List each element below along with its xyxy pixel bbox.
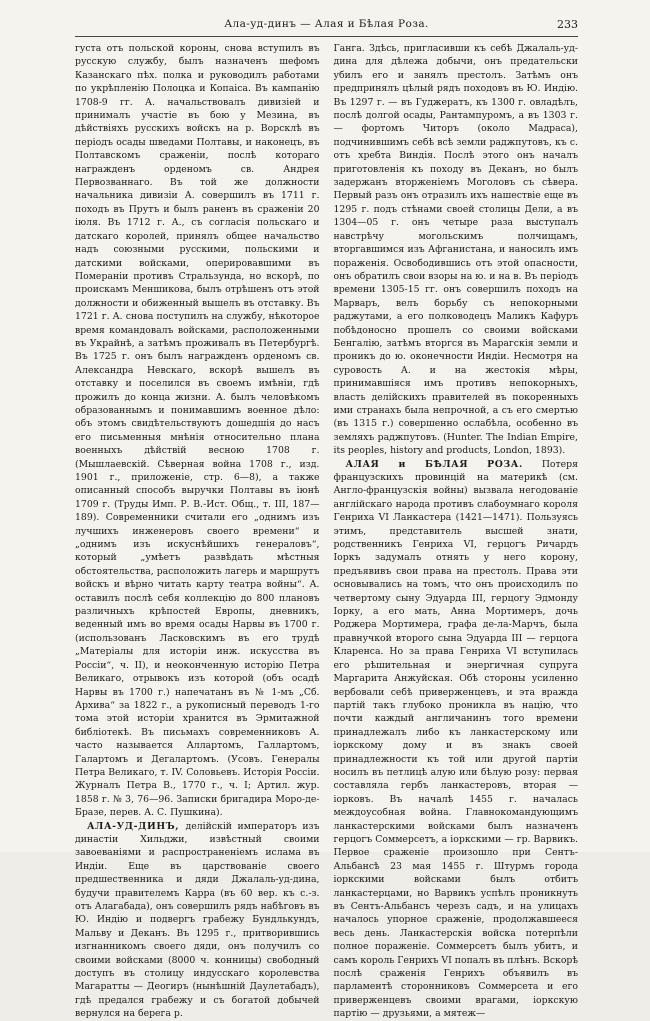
article-paragraph: АЛАЯ и БѢЛАЯ РОЗА. Потеря французскихъ провинцій на материкѣ (см. Англо-французскія войны) вызвала негодованіе англійскаго народа противъ слабоумнаго короля Генриха VI Ланкастера (1421—1471). Пользуясь этимъ, представитель высшей знати, родственникъ Генриха VI, герцогъ Ричардъ Іоркъ задумалъ отнять у него корону, предъявивъ свои права на престолъ. Права эти основывались на томъ, что онъ происходилъ по четвертому сыну Эдуарда III, герцогу Эдмонду Іорку, а его мать, Анна Мортимеръ, дочь Роджера Мортимера, графа де-ла-Марчъ, была правнучкой второго сына Эдуарда III — герцога Кларенса. Но за права Генриха VI вступилась его рѣшительная и энергичная супруга Маргарита Анжуйская. Обѣ стороны усиленно вербовали себѣ приверженцевъ, и эта вражда партій такъ глубоко проникла въ націю, что почти каждый англичанинъ того времени принадлежалъ либо къ ланкастерскому или іоркскому дому и въ знакъ своей принадлежности къ той или другой партіи носилъ въ петлицѣ алую или бѣлую розу: первая составляла гербъ ланкастеровъ, вторая — іорковъ. Въ началѣ 1455 г. началась междоусобная война. Главнокомандующимъ ланкастерскими войсками былъ назначенъ герцогъ Соммерсетъ, а іоркскими — гр. Варвикъ. Первое сраженіе произошло при Сентъ-Альбансѣ 23 мая 1455 г. Штурмъ города іоркскими войсками былъ отбитъ ланкастерцами, но Варвикъ успѣлъ проникнуть въ Сентъ-Альбансъ черезъ садъ, и на улицахъ началось упорное сраженіе, продолжавшееся весь день. Ланкастерскія войска потерпѣли полное пораженіе. Соммерсетъ былъ убитъ, и самъ король Генрихъ VI попалъ въ плѣнъ. Вскорѣ послѣ сраженія Генрихъ объявилъ въ парламентѣ сторонниковъ Соммерсета и его приверженцевъ своими врагами, іоркскую партію — друзьями, а мятеж— xyxy=(333,458,578,1020)
header-rule xyxy=(75,36,578,37)
column-right xyxy=(333,42,579,1020)
continuation-paragraph: Ганга. Здѣсь, пригласивши къ себѣ Джалаль-уд-дина для дѣлежа добычи, онъ предательски убилъ его и занялъ престолъ. Затѣмъ онъ предпринялъ цѣлый рядъ походовъ въ Ю. Индію. Въ 1297 г. — въ Гуджератъ, къ 1300 г. овладѣлъ, послѣ долгой осады, Рантампуромъ, а въ 1303 г. — фортомъ Читоръ (около Мадраса), подчинившимъ себѣ всѣ земли раджпутовъ, къ с. отъ хребта Виндія. Послѣ этого онъ началъ приготовленія къ походу въ Деканъ, но былъ задержанъ вторженіемъ Моголовъ съ сѣвера. Первый разъ онъ отразилъ ихъ нашествіе еще въ 1295 г. подъ стѣнами своей столицы Дели, а въ 1304—05 г. онъ четыре раза выступалъ навстрѣчу могольскимъ полчищамъ, вторгавшимся изъ Афганистана, и наносилъ имъ пораженія. Освободившись отъ этой опасности, онъ обратилъ свои взоры на ю. и на в. Въ періодъ времени 1305-15 гг. онъ совершилъ походъ на Марваръ, велъ борьбу съ непокорными раджутами, а его полководецъ Маликъ Кафуръ побѣдоносно прошелъ со своими войсками Бенгалію, затѣмъ вторгся въ Марагскія земли и проникъ до ю. оконечности Индіи. Несмотря на суровость А. и на жестокія мѣры, принимавшіяся имъ противъ непокорныхъ, власть делійскихъ правителей въ покоренныхъ ими странахъ была непрочной, а съ его смертью (въ 1315 г.) совершенно ослабѣла, особенно въ земляхъ раджпутовъ. (Hunter. The Indian Empire, its peoples, history and products, London, 1893). xyxy=(333,43,578,457)
article-paragraph: АЛА-УД-ДИНЪ, делійскій императоръ изъ династіи Хильджи, извѣстный своими завоеваніями и распространеніемъ ислама въ Индіи. Еще въ царствованіе своего предшественника и дяди Джалаль-уд-дина, будучи правителемъ Карра (въ 60 вер. къ с.-з. отъ Алагабада), онъ совершилъ рядъ набѣговъ въ Ю. Индію и подвергъ грабежу Бундлькундъ, Мальву и Деканъ. Въ 1295 г., притворившись изгнанникомъ своего дяди, онъ получилъ со своими войсками (8000 ч. конницы) свободный доступъ въ столицу индусскаго королевства Магаратты — Деогиръ (нынѣшній Даулетабадъ), гдѣ предался грабежу и съ богатой добычей вернулся на берега р. xyxy=(75,820,320,1020)
page-header xyxy=(75,18,578,34)
page-number: 233 xyxy=(557,18,578,31)
article-heading: АЛАЯ и БѢЛАЯ РОЗА. xyxy=(345,458,542,470)
continuation-paragraph: густа отъ польской короны, снова вступилъ въ русскую службу, былъ назначенъ шефомъ Казанскаго пѣх. полка и руководилъ работами по укрѣпленію Полоцка и Копаіса. Въ кампанію 1708-9 гг. А. начальствовалъ дивизіей и принималъ участіе въ бою у Мезина, въ дѣйствіяхъ русскихъ войскъ на р. Ворсклѣ въ періодъ осады шведами Полтавы, и наконецъ, въ Полтавскомъ сраженіи, послѣ котораго награжденъ орденомъ св. Андрея Первозваннаго. Въ той же должности начальника дивизіи А. совершилъ въ 1711 г. походъ въ Прутъ и былъ раненъ въ сраженіи 20 іюля. Въ 1712 г. А., съ согласія польскаго и датскаго королей, принялъ общее начальство надъ союзными русскими, польскими и датскими войсками, оперировавшими въ Помераніи противъ Стральзунда, но вскорѣ, по проискамъ Меншикова, былъ отрѣшенъ отъ этой должности и обиженный вышелъ въ отставку. Въ 1721 г. А. снова поступилъ на службу, нѣкоторое время командовалъ войсками, расположенными въ Украйнѣ, а затѣмъ проживалъ въ Петербургѣ. Въ 1725 г. онъ былъ награжденъ орденомъ св. Александра Невскаго, вскорѣ вышелъ въ отставку и поселился въ своемъ имѣніи, гдѣ прожилъ до конца жизни. А. былъ человѣкомъ образованнымъ и понимавшимъ военное дѣло: объ этомъ свидѣтельствуютъ дошедшія до насъ его письменныя мнѣнія относительно плана военныхъ дѣйствій весною 1708 г. (Мышлаевскій. Сѣверная война 1708 г., изд. 1901 г., приложеніе, стр. 6—8), а также описанный способъ выручки Полтавы въ іюнѣ 1709 г. (Труды Имп. Р. В.-Ист. Общ., т. III, 187—189). Современники считали его „однимъ изъ лучшихъ инженеровъ своего времени“ и „однимъ изъ искуснѣйшихъ генераловъ“, который „умѣетъ развѣдать мѣстныя обстоятельства, расположить лагерь и маршрутъ войскъ и вѣрно читать карту театра войны“. А. оставилъ послѣ себя коллекцію до 800 плановъ различныхъ крѣпостей Европы, дневникъ, веденный имъ во время осады Нарвы въ 1700 г. (использованъ Ласковскимъ въ его трудѣ „Матеріалы для исторіи инж. искусства въ Россіи“, ч. II), и неоконченную исторію Петра Великаго, отрывокъ изъ которой (объ осадѣ Нарвы въ 1700 г.) напечатанъ въ № 1-мъ „Сб. Архива“ за 1822 г., а рукописный переводъ 1-го тома этой исторіи хранится въ Эрмитажной библіотекѣ. Въ письмахъ современниковъ А. часто называется Аллартомъ, Галлартомъ, Галартомъ и Дегалартомъ. (Усовъ. Генералы Петра Великаго, т. IV. Соловьевъ. Исторія Россіи. Журналъ Петра В., 1770 г., ч. I; Артил. жур. 1858 г. № 3, 76—96. Записки бригадира Моро-де-Бразе, перев. А. С. Пушкина). xyxy=(75,43,320,819)
running-head: Ала-уд-динъ — Алая и Бѣлая Роза. xyxy=(224,18,429,30)
text-columns xyxy=(75,42,578,1020)
article-heading: АЛА-УД-ДИНЪ, xyxy=(87,820,186,832)
column-left xyxy=(75,42,320,1020)
